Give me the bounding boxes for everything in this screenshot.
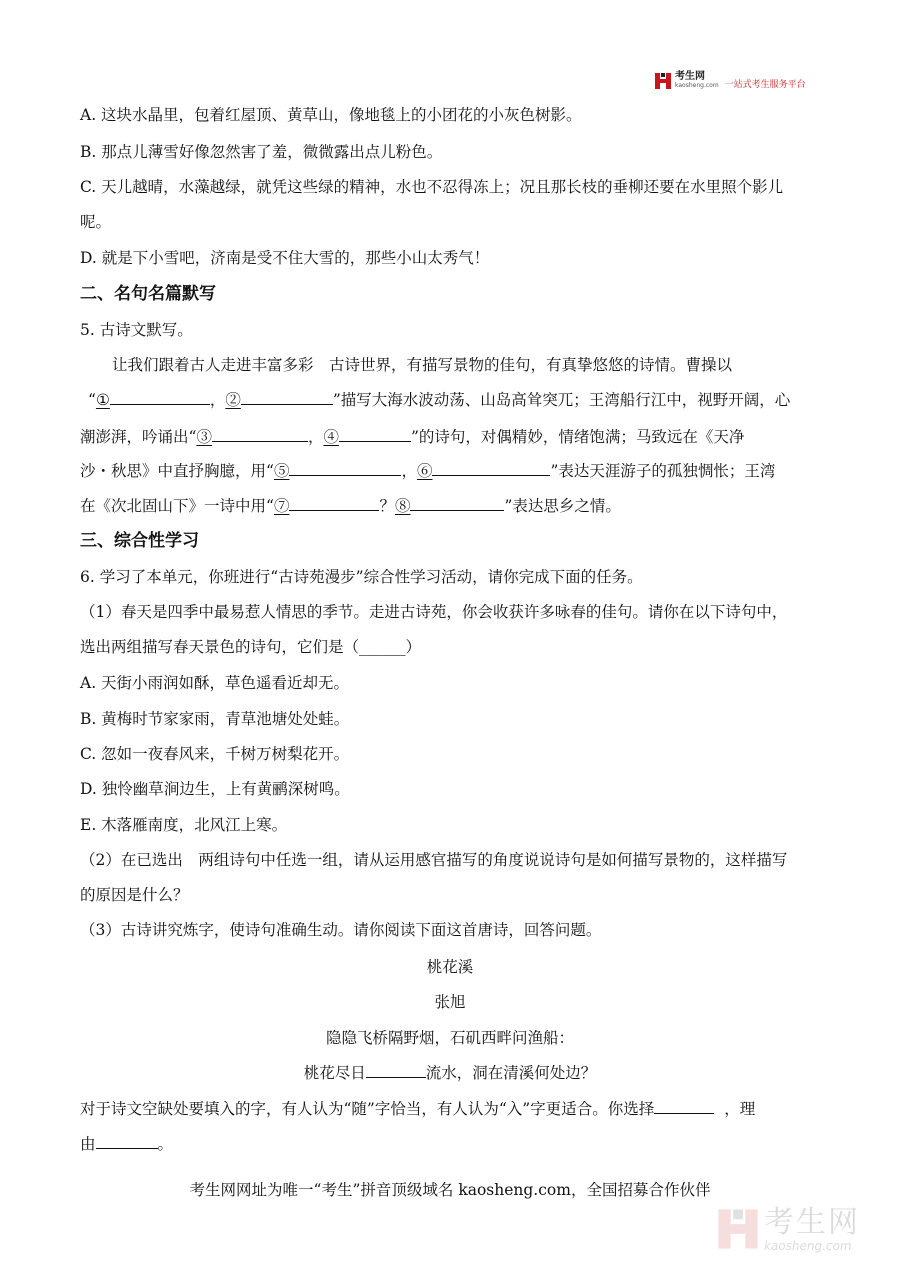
subquestion-2-line2: 的原因是什么？ xyxy=(80,886,189,904)
poem-author: 张旭 xyxy=(434,993,466,1011)
subquestion-3: （3）古诗讲究炼字，使诗句准确生动。请你阅读下面这首唐诗，回答问题。 xyxy=(80,921,602,939)
answer-line-1: 对于诗文空缺处要填入的字，有人认为“随”字恰当，有人认为“入”字更适合。你选择 ，理 xyxy=(80,1100,756,1118)
blank-2[interactable]: ② xyxy=(225,391,333,409)
fill-line-1: “① ，② ”描写大海水波动荡、山岛高耸突兀；王湾船行江中，视野开阔，心 xyxy=(88,391,791,409)
blank-5[interactable]: ⑤ xyxy=(274,462,402,480)
choice-blank[interactable] xyxy=(654,1099,714,1114)
question-title: 6. 学习了本单元，你班进行“古诗苑漫步”综合性学习活动，请你完成下面的任务。 xyxy=(80,568,643,586)
subquestion-1-line1: （1）春天是四季中最易惹人情思的季节。走进古诗苑，你会收获许多咏春的佳句。请你在以下诗句中， xyxy=(80,603,788,621)
option-d: D. 就是下小雪吧，济南是受不住大雪的，那些小山太秀气！ xyxy=(80,249,490,267)
poem-blank[interactable] xyxy=(366,1063,426,1078)
blank-8[interactable]: ⑧ xyxy=(395,497,505,515)
page-footer: 考生网网址为唯一“考生”拼音顶级域名 kaosheng.com，全国招募合作伙伴 xyxy=(189,1181,711,1199)
choice-d: D. 独怜幽草涧边生，上有黄鹂深树鸣。 xyxy=(80,780,350,798)
choice-b: B. 黄梅时节家家雨，青草池塘处处蛙。 xyxy=(80,710,350,728)
reason-blank[interactable] xyxy=(96,1134,158,1149)
choice-c: C. 忽如一夜春风来，千树万树梨花开。 xyxy=(80,745,350,763)
blank-7[interactable]: ⑦ xyxy=(274,497,380,515)
subquestion-2-line1: （2）在已选出 两组诗句中任选一组，请从运用感官描写的角度说说诗句是如何描写景物的，这样描写 xyxy=(80,851,788,869)
blank-1[interactable]: ① xyxy=(96,391,210,409)
answer-line-2: 由 。 xyxy=(80,1135,174,1153)
poem-line-1: 隐隐飞桥隔野烟，石矶西畔问渔船： xyxy=(325,1029,574,1047)
choice-a: A. 天街小雨润如酥，草色遥看近却无。 xyxy=(80,674,350,692)
poem-title: 桃花溪 xyxy=(426,958,474,976)
fill-line-3: 沙・秋思》中直抒胸臆，用“⑤ ，⑥ ”表达天涯游子的孤独惆怅；王湾 xyxy=(80,462,776,480)
blank-3[interactable]: ③ xyxy=(196,428,308,446)
fill-line-2: 潮澎湃，吟诵出“③ ，④ ”的诗句，对偶精妙，情绪饱满；马致远在《天净 xyxy=(80,428,745,446)
paragraph-line: 让我们跟着古人走进丰富多彩 古诗世界，有描写景物的佳句，有真挚悠悠的诗情。曹操以 xyxy=(112,356,733,374)
header-logo xyxy=(654,72,806,90)
watermark-logo-icon xyxy=(716,1207,760,1251)
blank-4[interactable]: ④ xyxy=(323,428,411,446)
subquestion-1-line2: 选出两组描写春天景色的诗句，它们是（______） xyxy=(80,638,422,656)
blank-6[interactable]: ⑥ xyxy=(417,462,551,480)
watermark xyxy=(716,1206,860,1252)
option-c-line1: C. 天儿越晴，水藻越绿，就凭这些绿的精神，水也不忍得冻上；况且那长枝的垂柳还要在水里照个影儿 xyxy=(80,178,784,196)
logo-domain: kaosheng.com xyxy=(675,82,719,89)
fill-line-4: 在《次北固山下》一诗中用“⑦ ？⑧ ”表达思乡之情。 xyxy=(80,497,621,515)
logo-title: 考生网 xyxy=(675,71,705,82)
kaosheng-logo-icon xyxy=(654,72,672,90)
option-a: A. 这块水晶里，包着红屋顶、黄草山，像地毯上的小团花的小灰色树影。 xyxy=(80,106,582,124)
watermark-title: 考生网 xyxy=(764,1205,860,1240)
section-heading: 三、综合性学习 xyxy=(80,531,199,551)
watermark-domain: kaosheng.com xyxy=(764,1239,852,1253)
question-title: 5. 古诗文默写。 xyxy=(80,321,193,339)
choice-e: E. 木落雁南度，北风江上寒。 xyxy=(80,816,288,834)
option-b: B. 那点儿薄雪好像忽然害了羞，微微露出点儿粉色。 xyxy=(80,143,443,161)
poem-line-2: 桃花尽日 流水，洞在清溪何处边？ xyxy=(303,1064,597,1082)
header-slogan: 一站式考生服务平台 xyxy=(724,79,806,90)
option-c-line2: 呢。 xyxy=(80,213,112,231)
section-heading: 二、名句名篇默写 xyxy=(80,284,216,304)
